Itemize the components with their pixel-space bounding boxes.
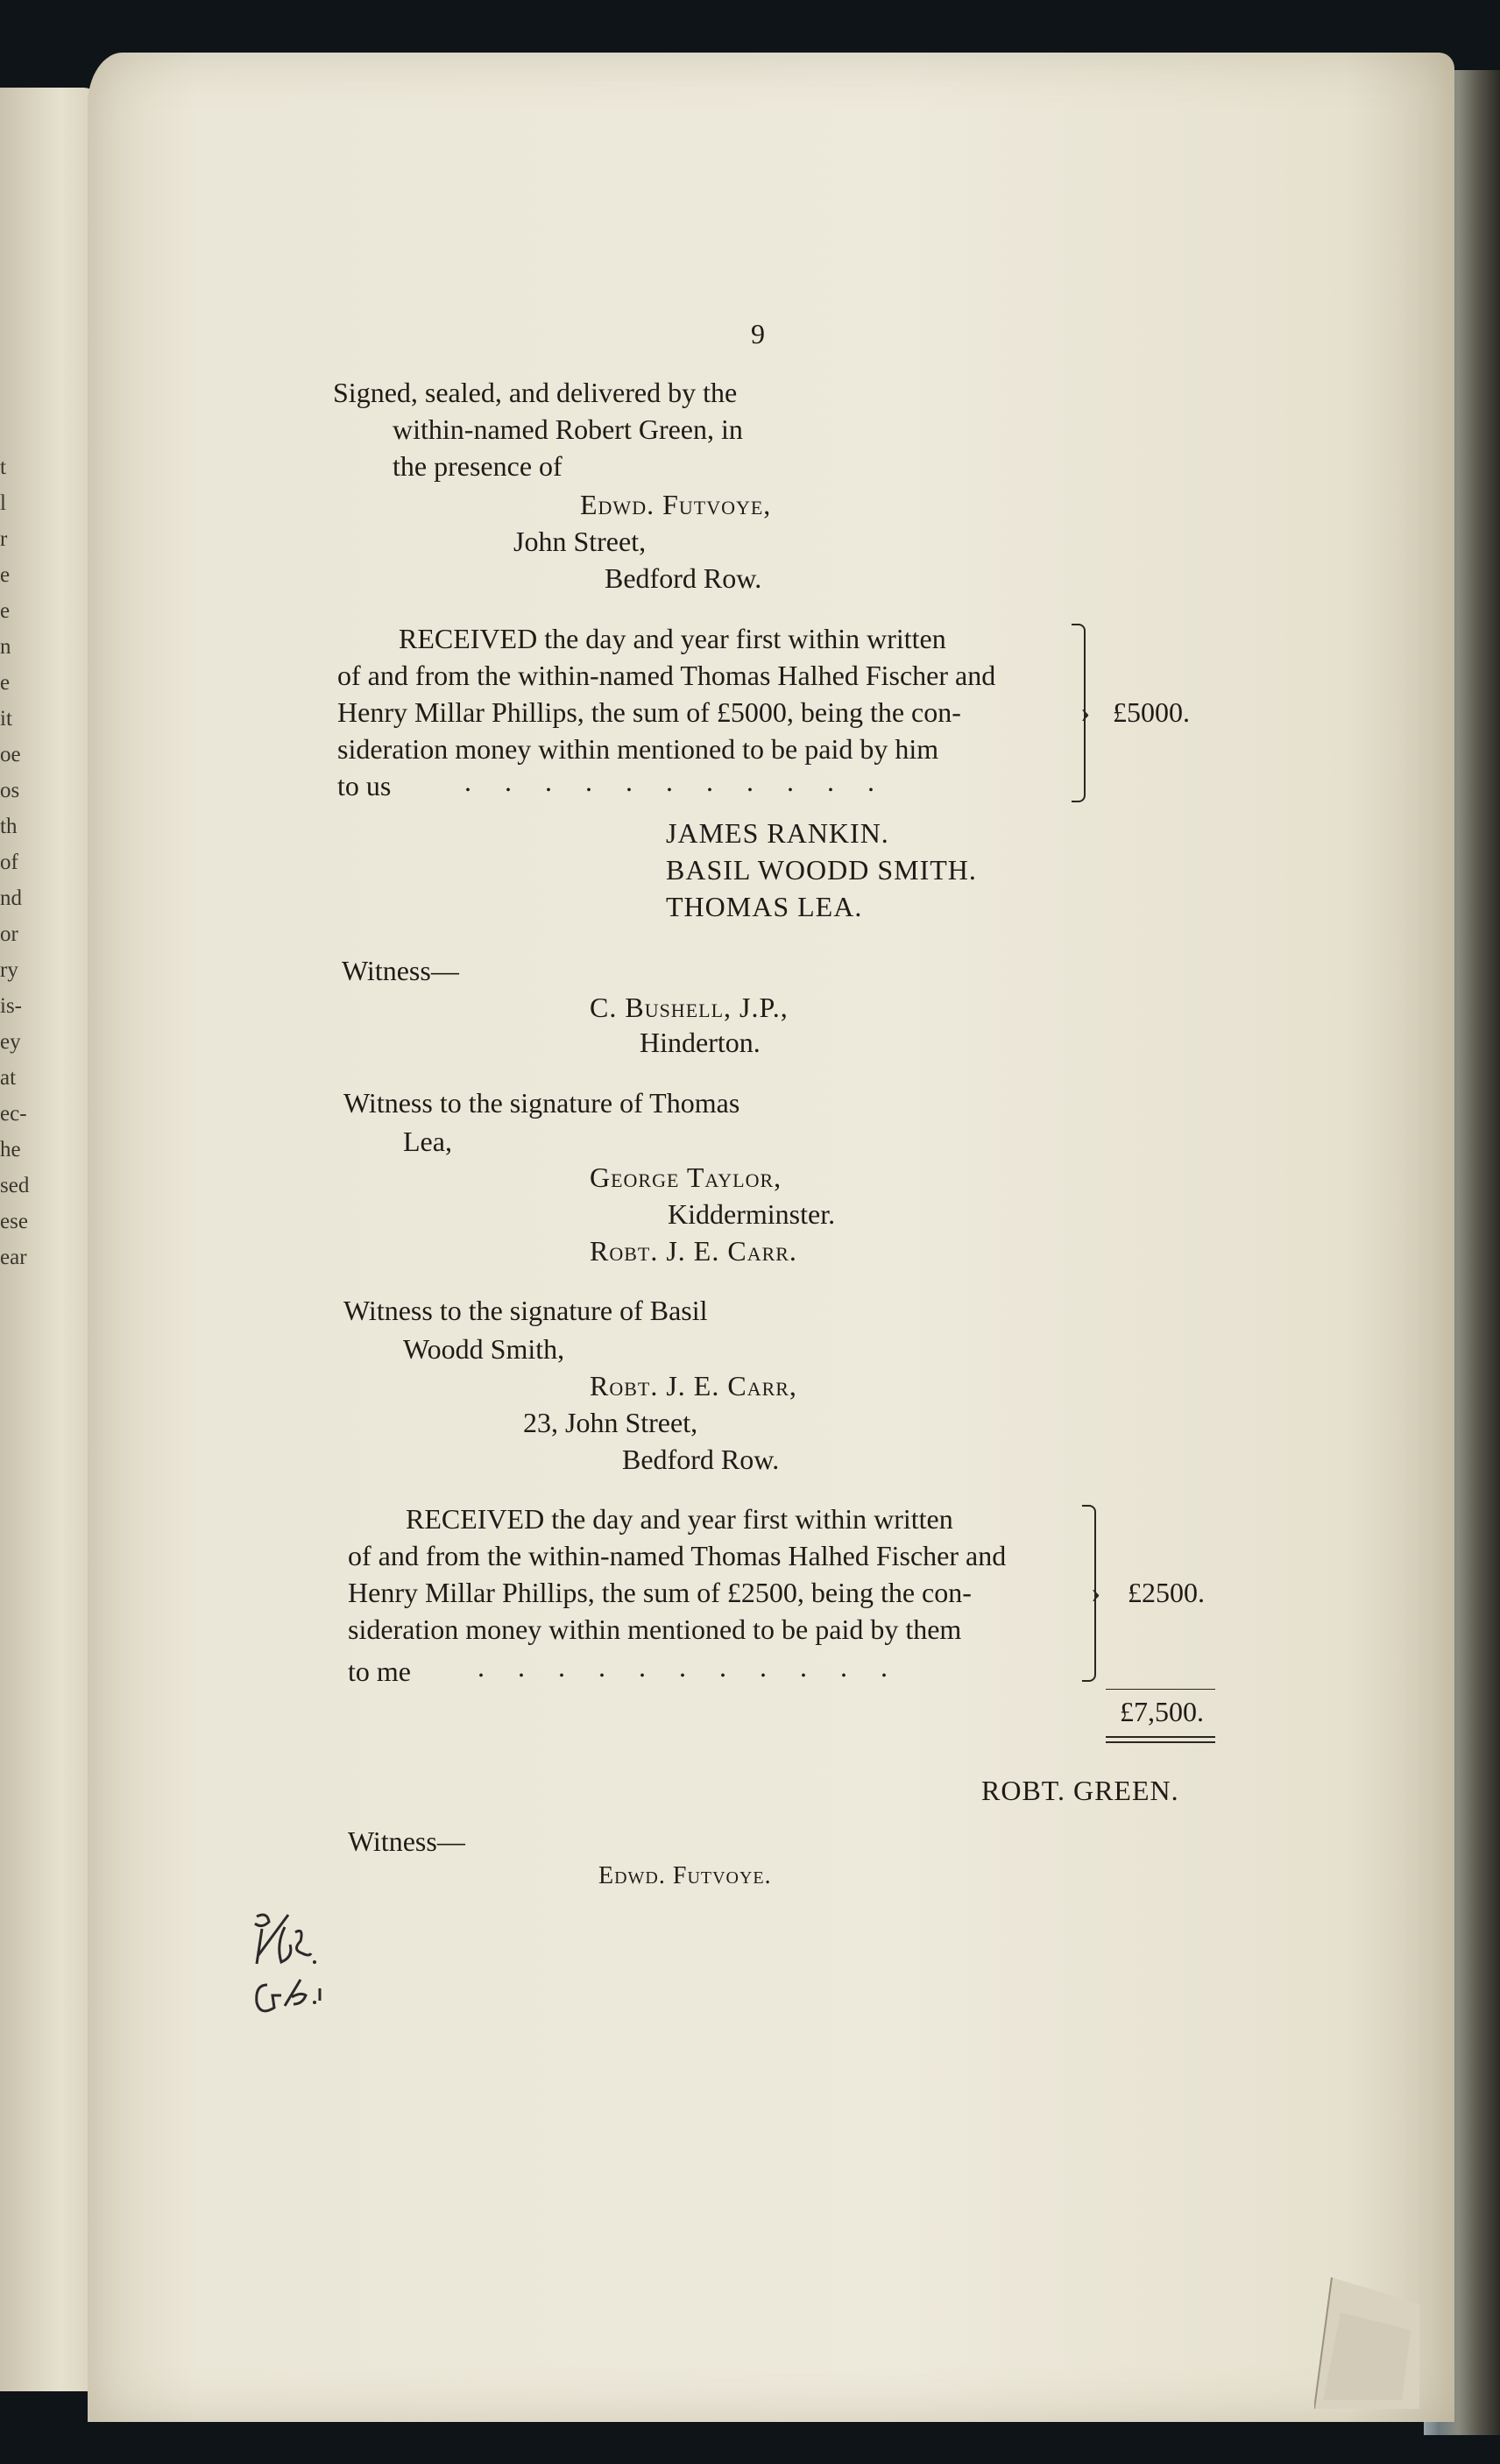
witness3-address-1: 23, John Street, <box>523 1407 698 1438</box>
witness2-place-1: Kidderminster. <box>668 1198 836 1230</box>
left-page-fragment: ear <box>0 1246 27 1269</box>
left-page-fragment: oe <box>0 743 21 766</box>
page-number: 9 <box>751 318 765 349</box>
left-page-fragment: ese <box>0 1210 28 1233</box>
left-page-fragment: t <box>0 455 6 479</box>
left-page-fragment: or <box>0 922 18 946</box>
left-page-fragment: is- <box>0 994 22 1018</box>
execution-line-1: Signed, sealed, and delivered by the <box>333 377 738 408</box>
witness2-name-1: George Taylor, <box>590 1161 782 1193</box>
witness1-label: Witness— <box>342 955 459 986</box>
left-page-fragment: ec- <box>0 1102 27 1126</box>
receipt1-brace-tip: › <box>1080 696 1091 729</box>
receipt1-signatory-2: BASIL WOODD SMITH. <box>666 854 977 886</box>
receipt2-line-2: of and from the within-named Thomas Halhed Fischer and <box>348 1540 1007 1571</box>
left-page-fragment: nd <box>0 886 22 910</box>
receipt1-line-2: of and from the within-named Thomas Halhed Fischer and <box>337 660 996 691</box>
witness3-line-2: Woodd Smith, <box>403 1333 565 1365</box>
receipt2-signatory: ROBT. GREEN. <box>981 1775 1179 1806</box>
total-rule-top <box>1106 1689 1215 1690</box>
witness1-name: C. Bushell, J.P., <box>590 992 789 1023</box>
witness2-line-2: Lea, <box>403 1126 452 1157</box>
receipt1-line-1: RECEIVED the day and year first within written <box>399 623 946 654</box>
final-witness-label: Witness— <box>348 1825 465 1857</box>
left-page-fragment: he <box>0 1138 21 1161</box>
left-page-fragment: e <box>0 599 11 623</box>
receipt2-brace-tip: › <box>1091 1577 1101 1609</box>
left-page-edge <box>0 88 101 2391</box>
left-page-fragment: e <box>0 671 11 695</box>
receipt2-line-4: sideration money within mentioned to be paid by them <box>348 1613 962 1645</box>
left-page-fragment: ey <box>0 1030 21 1054</box>
execution-address-1: John Street, <box>513 526 647 557</box>
total-rule-double-2 <box>1106 1741 1215 1743</box>
left-page-fragment: of <box>0 851 18 874</box>
final-witness-name: Edwd. Futvoye. <box>598 1862 772 1889</box>
left-page-fragment: th <box>0 815 18 838</box>
receipt2-amount: £2500. <box>1128 1577 1205 1608</box>
receipt1-signatory-3: THOMAS LEA. <box>666 891 863 922</box>
left-page-fragment: at <box>0 1066 17 1090</box>
witness3-line-1: Witness to the signature of Basil <box>343 1295 708 1326</box>
receipt2-line-5: to me <box>348 1656 411 1687</box>
handwritten-initials <box>250 1910 355 2032</box>
left-page-fragment: n <box>0 635 11 659</box>
left-page-fragment: r <box>0 527 8 551</box>
witness2-name-2: Robt. J. E. Carr. <box>590 1235 797 1267</box>
witness3-address-2: Bedford Row. <box>622 1444 780 1475</box>
receipt1-signatory-1: JAMES RANKIN. <box>666 817 889 849</box>
receipt2-line-3: Henry Millar Phillips, the sum of £2500, being the con- <box>348 1577 972 1608</box>
receipt-total: £7,500. <box>1120 1696 1204 1727</box>
left-page-fragment: e <box>0 563 11 587</box>
execution-line-3: the presence of <box>393 450 562 482</box>
receipt2-line-1: RECEIVED the day and year first within written <box>406 1503 953 1535</box>
left-page-fragment: os <box>0 779 20 802</box>
folded-page-corner <box>1314 2277 1419 2409</box>
witness3-name: Robt. J. E. Carr, <box>590 1370 797 1401</box>
receipt1-leader-dots: ........... <box>464 766 908 797</box>
left-page-fragment: it <box>0 707 12 731</box>
receipt1-line-5: to us <box>337 770 392 801</box>
execution-line-2: within-named Robert Green, in <box>393 413 743 445</box>
witness2-line-1: Witness to the signature of Thomas <box>343 1087 740 1119</box>
receipt1-amount: £5000. <box>1113 696 1190 728</box>
left-page-fragment: sed <box>0 1174 30 1197</box>
witness1-place: Hinderton. <box>640 1027 761 1058</box>
execution-witness-name: Edwd. Futvoye, <box>580 489 772 520</box>
total-rule-double-1 <box>1106 1736 1215 1738</box>
receipt2-leader-dots: ........... <box>478 1651 921 1683</box>
left-page-fragment: ry <box>0 958 18 982</box>
receipt1-line-4: sideration money within mentioned to be paid by him <box>337 733 939 765</box>
receipt1-line-3: Henry Millar Phillips, the sum of £5000, being the con- <box>337 696 961 728</box>
execution-address-2: Bedford Row. <box>605 562 762 594</box>
left-page-fragment: l <box>0 491 6 515</box>
